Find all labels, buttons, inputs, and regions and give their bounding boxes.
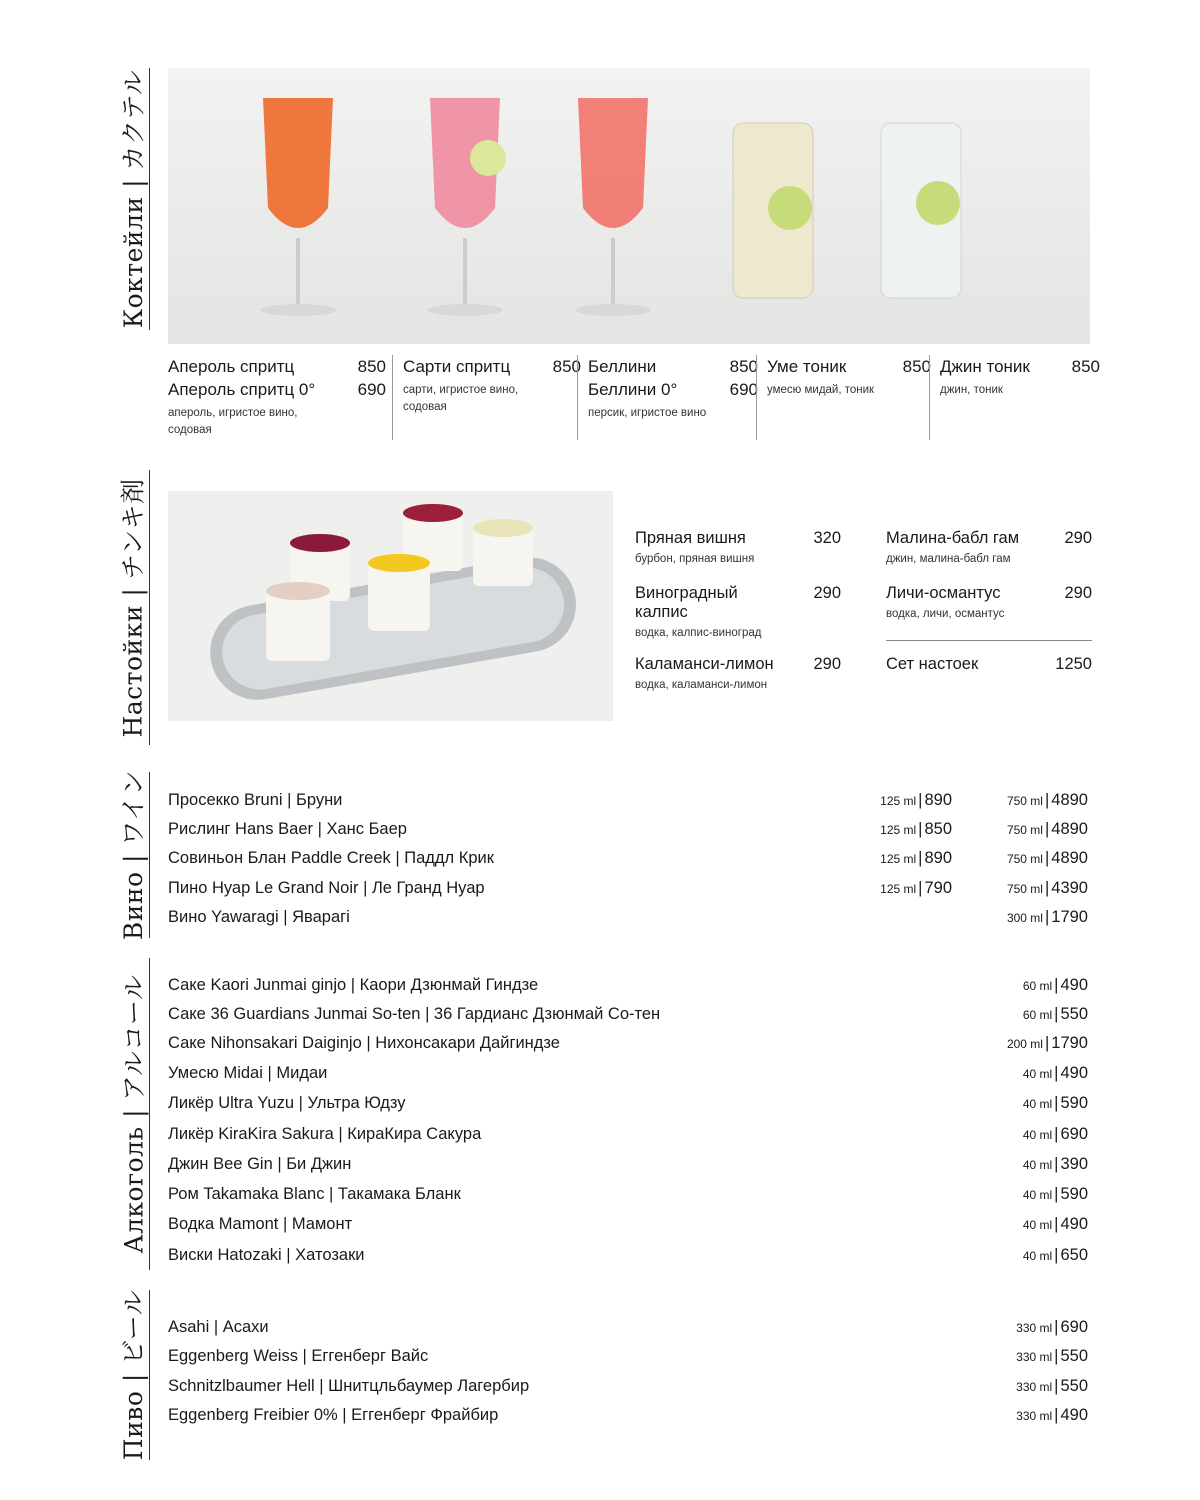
infusion-item: Малина-бабл гам 290 джин, малина-бабл гам [886,529,1092,565]
section-label-cocktails: Коктейли | カクテル [119,69,148,329]
divider-beer [149,1290,150,1460]
wine-row: Рислинг Hans Baer | Ханс Баер 125 ml | 850 750 ml | 4890 [168,820,1088,838]
alcohol-row: Джин Bee Gin | Би Джин 40 ml | 390 [168,1155,1088,1173]
alcohol-row: Саке Kaori Junmai ginjo | Каори Дзюнмай Гиндзе 60 ml | 490 [168,976,1088,994]
divider-alcohol [149,958,150,1270]
cocktail-item: Уме тоник 850 умесю мидай, тоник [756,355,931,440]
section-label-beer: Пиво | ビール [119,1289,149,1461]
section-label-alcohol: Алкоголь | アルコール [119,974,149,1254]
wine-row: Пино Нуар Le Grand Noir | Ле Гранд Нуар 125 ml | 790 750 ml | 4390 [168,879,1088,897]
alcohol-row: Саке 36 Guardians Junmai So-ten | 36 Гардианс Дзюнмай Со-тен 60 ml | 550 [168,1005,1088,1023]
alcohol-row: Ром Takamaka Blanc | Такамака Бланк 40 ml | 590 [168,1185,1088,1203]
divider-infusions [149,470,150,745]
cocktails-photo [168,68,1090,344]
cocktail-item: Апероль спритц 850 Апероль спритц 0° 690 апероль, игристое вино, содовая [168,357,386,436]
infusion-item: Каламанси-лимон 290 водка, каламанси-лимон [635,655,841,691]
infusions-photo [168,491,613,721]
beer-row: Asahi | Асахи 330 ml | 690 [168,1318,1088,1336]
wine-row: Совиньон Блан Paddle Creek | Паддл Крик 125 ml | 890 750 ml | 4890 [168,849,1088,867]
gin-glass-icon [881,123,961,298]
infusion-item: Личи-османтус 290 водка, личи, османтус [886,584,1092,620]
cocktail-item: Беллини 850 Беллини 0° 690 персик, игристое вино [577,355,758,440]
alcohol-row: Виски Hatozaki | Хатозаки 40 ml | 650 [168,1246,1088,1264]
divider-cocktails [149,68,150,330]
infusion-set-item: Сет настоек 1250 [886,655,1092,673]
infusion-divider [886,640,1092,641]
alcohol-row: Ликёр KiraKira Sakura | КираКира Сакура 40 ml | 690 [168,1125,1088,1143]
section-label-wine: Вино | ワイン [119,769,149,941]
wine-row: Просекко Bruni | Бруни 125 ml | 890 750 ml | 4890 [168,791,1088,809]
beer-row: Schnitzlbaumer Hell | Шнитцльбаумер Лагербир 330 ml | 550 [168,1377,1088,1395]
infusion-item: Виноградный калпис 290 водка, калпис-виноград [635,584,841,639]
cocktail-item: Джин тоник 850 джин, тоник [929,355,1100,440]
beer-row: Eggenberg Freibier 0% | Еггенберг Фрайбир 330 ml | 490 [168,1406,1088,1424]
wine-row: Вино Yawaragi | Яварагi 300 ml | 1790 [168,908,1088,926]
alcohol-row: Умесю Midai | Мидаи 40 ml | 490 [168,1064,1088,1082]
cocktail-item: Сарти спритц 850 сарти, игристое вино, содовая [392,355,581,440]
infusion-item: Пряная вишня 320 бурбон, пряная вишня [635,529,841,565]
beer-row: Eggenberg Weiss | Еггенберг Вайс 330 ml | 550 [168,1347,1088,1365]
alcohol-row: Саке Nihonsakari Daiginjo | Нихонсакари Дайгиндзе 200 ml | 1790 [168,1034,1088,1052]
divider-wine [149,772,150,938]
alcohol-row: Водка Mamont | Мамонт 40 ml | 490 [168,1215,1088,1233]
ume-glass-icon [733,123,813,298]
section-label-infusions: Настойки | チンキ剤 [119,477,149,738]
alcohol-row: Ликёр Ultra Yuzu | Ультра Юдзу 40 ml | 590 [168,1094,1088,1112]
